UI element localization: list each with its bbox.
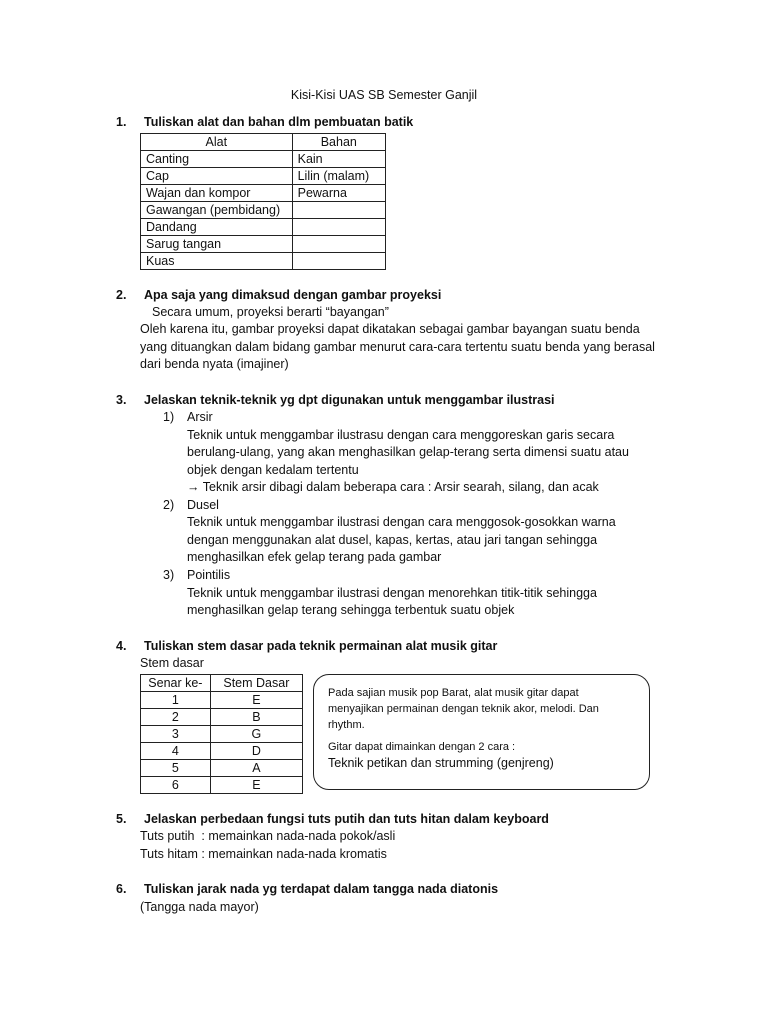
table-header: Senar ke- xyxy=(141,675,211,692)
table-row xyxy=(141,743,303,760)
tools-materials-table xyxy=(140,133,386,270)
document-title: Kisi-Kisi UAS SB Semester Ganjil xyxy=(290,88,478,102)
answer-subtitle: Stem dasar xyxy=(140,656,204,670)
table-cell: A xyxy=(210,760,302,777)
table-cell: 3 xyxy=(141,726,211,743)
table-cell: Kain xyxy=(292,151,385,168)
table-row xyxy=(141,777,303,794)
answer-line: (Tangga nada mayor) xyxy=(140,900,259,914)
table-row xyxy=(141,185,386,202)
question-text: Jelaskan perbedaan fungsi tuts putih dan tuts hitan dalam keyboard xyxy=(144,812,549,826)
table-header: Alat xyxy=(141,134,293,151)
question-number: 5. xyxy=(116,812,127,826)
table-cell: 2 xyxy=(141,709,211,726)
question-number: 1. xyxy=(116,115,127,129)
table-row xyxy=(141,253,386,270)
answer-line: Teknik untuk menggambar ilustrasi dengan cara menggosok-gosokkan warna xyxy=(187,515,616,529)
sub-item-number: 2) xyxy=(163,498,175,512)
table-row xyxy=(141,219,386,236)
table-cell: Gawangan (pembidang) xyxy=(141,202,293,219)
note-line: menyajikan permainan dengan teknik akor, melodi. Dan xyxy=(328,703,599,715)
table-cell: E xyxy=(210,692,302,709)
table-cell: Canting xyxy=(141,151,293,168)
table-cell: Wajan dan kompor xyxy=(141,185,293,202)
table-header-row xyxy=(141,134,386,151)
answer-line: objek dengan kedalam tertentu xyxy=(187,463,359,477)
question-number: 2. xyxy=(116,288,127,302)
answer-line: dari benda nyata (imajiner) xyxy=(140,357,289,371)
table-row xyxy=(141,692,303,709)
table-cell: Kuas xyxy=(141,253,293,270)
table-cell: 4 xyxy=(141,743,211,760)
answer-line: Teknik untuk menggambar ilustrasu dengan cara menggoreskan garis secara xyxy=(187,428,615,442)
note-line: Teknik petikan dan strumming (genjreng) xyxy=(328,756,554,770)
table-cell: Dandang xyxy=(141,219,293,236)
answer-line: berulang-ulang, yang akan menghasilkan gelap-terang serta dimensi suatu atau xyxy=(187,445,629,459)
table-row xyxy=(141,709,303,726)
table-cell xyxy=(292,253,385,270)
answer-line: Tuts hitam : memainkan nada-nada kromatis xyxy=(140,847,387,861)
answer-line: yang dituangkan dalam bidang gambar menurut cara-cara tertentu suatu benda yang berasal xyxy=(140,340,655,354)
table-cell: 5 xyxy=(141,760,211,777)
table-row xyxy=(141,168,386,185)
table-header: Bahan xyxy=(292,134,385,151)
question-text: Tuliskan stem dasar pada teknik permainan alat musik gitar xyxy=(144,639,498,653)
table-cell: Lilin (malam) xyxy=(292,168,385,185)
answer-line: dengan menggunakan alat dusel, kapas, kertas, atau jari tangan sehingga xyxy=(187,533,598,547)
table-row xyxy=(141,202,386,219)
table-cell: 6 xyxy=(141,777,211,794)
table-cell: Pewarna xyxy=(292,185,385,202)
table-cell: 1 xyxy=(141,692,211,709)
answer-line: Oleh karena itu, gambar proyeksi dapat dikatakan sebagai gambar bayangan suatu benda xyxy=(140,322,640,336)
table-row xyxy=(141,236,386,253)
question-number: 3. xyxy=(116,393,127,407)
answer-line: Secara umum, proyeksi berarti “bayangan” xyxy=(152,305,389,319)
question-text: Tuliskan jarak nada yg terdapat dalam tangga nada diatonis xyxy=(144,882,499,896)
note-line: Pada sajian musik pop Barat, alat musik gitar dapat xyxy=(328,687,579,699)
note-line: Gitar dapat dimainkan dengan 2 cara : xyxy=(328,741,516,753)
sub-item-number: 3) xyxy=(163,568,175,582)
table-cell: E xyxy=(210,777,302,794)
table-cell xyxy=(292,202,385,219)
table-cell xyxy=(292,219,385,236)
question-text: Tuliskan alat dan bahan dlm pembuatan batik xyxy=(144,115,414,129)
sub-item-title: Arsir xyxy=(187,410,213,424)
table-cell: B xyxy=(210,709,302,726)
table-row xyxy=(141,151,386,168)
question-number: 6. xyxy=(116,882,127,896)
sub-item-title: Pointilis xyxy=(187,568,231,582)
table-cell: G xyxy=(210,726,302,743)
question-number: 4. xyxy=(116,639,127,653)
answer-line: → Teknik arsir dibagi dalam beberapa cara : Arsir searah, silang, dan acak xyxy=(187,480,599,494)
answer-line: Tuts putih : memainkan nada-nada pokok/asli xyxy=(140,829,396,843)
table-cell xyxy=(292,236,385,253)
answer-line: Teknik untuk menggambar ilustrasi dengan menorehkan titik-titik sehingga xyxy=(187,586,597,600)
table-cell: Cap xyxy=(141,168,293,185)
question-text: Jelaskan teknik-teknik yg dpt digunakan untuk menggambar ilustrasi xyxy=(144,393,555,407)
table-row xyxy=(141,726,303,743)
answer-line: menghasilkan efek gelap terang pada gambar xyxy=(187,550,442,564)
guitar-tuning-table xyxy=(140,674,303,794)
table-row xyxy=(141,760,303,777)
question-text: Apa saja yang dimaksud dengan gambar proyeksi xyxy=(144,288,442,302)
table-header-row xyxy=(141,675,303,692)
table-cell: D xyxy=(210,743,302,760)
guitar-note-box xyxy=(313,674,650,790)
table-cell: Sarug tangan xyxy=(141,236,293,253)
sub-item-title: Dusel xyxy=(187,498,219,512)
note-line: rhythm. xyxy=(328,719,365,731)
table-header: Stem Dasar xyxy=(210,675,302,692)
answer-line: menghasilkan gelap terang sehingga terbentuk suatu objek xyxy=(187,603,515,617)
sub-item-number: 1) xyxy=(163,410,175,424)
